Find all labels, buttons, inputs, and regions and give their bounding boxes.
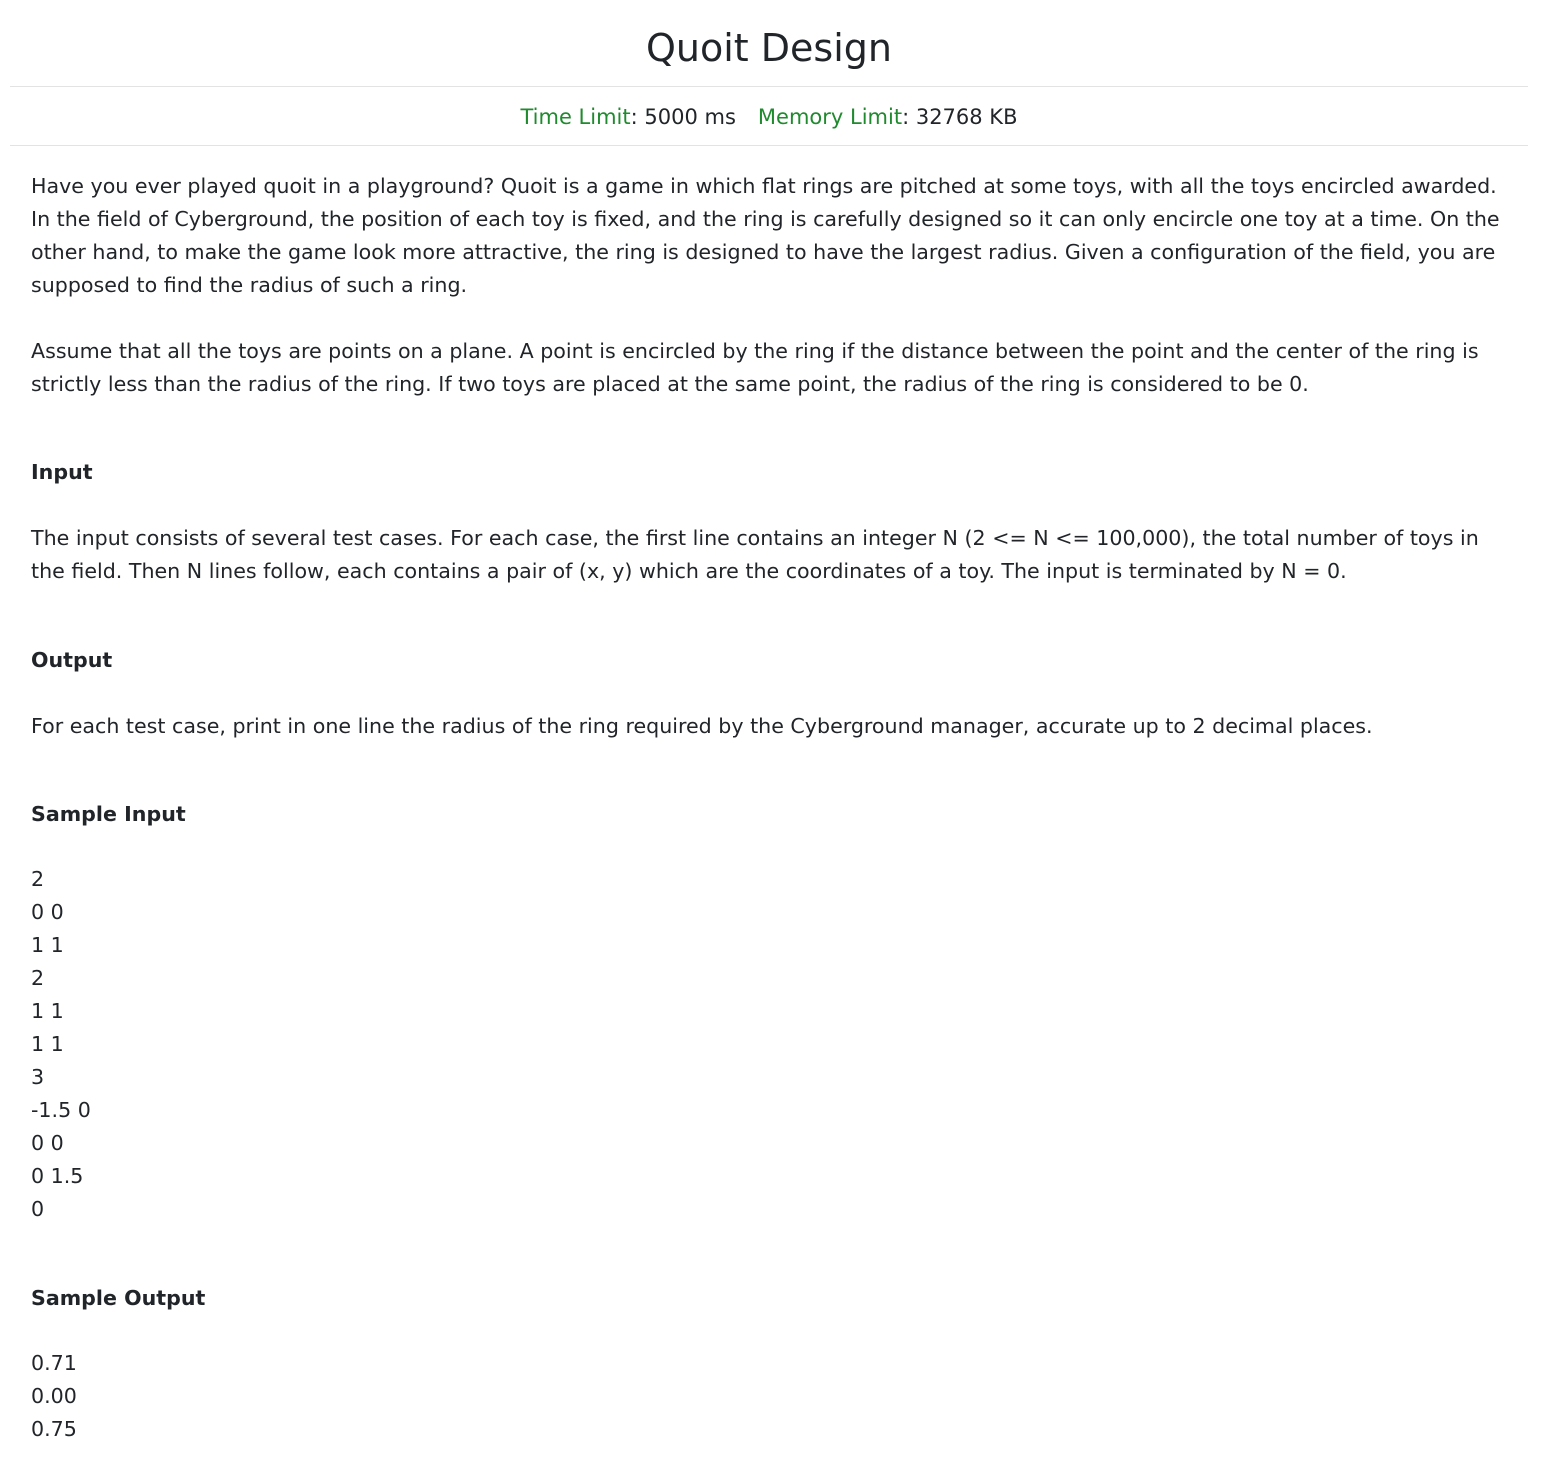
- input-text: The input consists of several test cases. For each case, the first line contains an integer N (2 <= N <= 100,000), the total number of toys in the field. Then N lines follow, each contains a pair of (x, y) which are the coordinates of a toy. The input is terminated by N = 0.: [31, 526, 1479, 583]
- sample-input-line: 2: [31, 867, 45, 891]
- output-text: For each test case, print in one line the radius of the ring required by the Cyberground manager, accurate up to 2 decimal places.: [31, 714, 1373, 738]
- problem-title: Quoit Design: [646, 26, 892, 70]
- sample-input-line: -1.5 0: [31, 1098, 91, 1122]
- sample-input-line: 0 0: [31, 1131, 64, 1155]
- memory-limit-value: 32768 KB: [915, 105, 1018, 129]
- sample-output-line: 0.71: [31, 1351, 77, 1375]
- memory-limit-label: Memory Limit: [757, 105, 903, 129]
- problem-description: [31, 170, 1501, 401]
- sample-output-line: 0.00: [31, 1384, 77, 1408]
- sample-output-section: [31, 1282, 1501, 1315]
- input-body: [31, 522, 1501, 588]
- sample-input-block: [31, 863, 1501, 1226]
- time-limit-value: 5000 ms: [644, 105, 736, 129]
- input-section: [31, 456, 1501, 489]
- sample-input-line: 0 1.5: [31, 1164, 84, 1188]
- input-heading: Input: [31, 460, 93, 484]
- description-paragraph-2: Assume that all the toys are points on a plane. A point is encircled by the ring if the distance between the point and the center of the ring is strictly less than the radius of the ring. If two toys are placed at the same point, the radius of the ring is considered to be 0.: [31, 339, 1479, 396]
- title-divider: [10, 86, 1528, 87]
- sample-input-line: 1 1: [31, 1032, 64, 1056]
- time-limit-colon: :: [630, 105, 645, 129]
- sample-input-line: 0 0: [31, 900, 64, 924]
- sample-input-line: 3: [31, 1065, 45, 1089]
- sample-input-line: 1 1: [31, 933, 64, 957]
- sample-input-heading: Sample Input: [31, 802, 186, 826]
- limits-divider: [10, 145, 1528, 146]
- sample-input-line: 1 1: [31, 999, 64, 1023]
- sample-output-block: [31, 1347, 1501, 1446]
- sample-output-line: 0.75: [31, 1417, 77, 1441]
- sample-input-section: [31, 798, 1501, 831]
- sample-input-line: 2: [31, 966, 45, 990]
- description-paragraph-1: Have you ever played quoit in a playground? Quoit is a game in which flat rings are pitched at some toys, with all the toys encircled awarded. In the field of Cyberground, the position of each toy is fixed, and the ring is carefully designed so it can only encircle one toy at a time. On the other hand, to make the game look more attractive, the ring is designed to have the largest radius. Given a configuration of the field, you are supposed to find the radius of such a ring.: [31, 174, 1500, 297]
- memory-limit-colon: :: [902, 105, 916, 129]
- sample-input-line: 0: [31, 1197, 45, 1221]
- time-limit-label: Time Limit: [520, 105, 631, 129]
- limits-bar: [10, 102, 1528, 132]
- sample-output-heading: Sample Output: [31, 1286, 206, 1310]
- output-heading: Output: [31, 648, 113, 672]
- output-section: [31, 644, 1501, 677]
- output-body: [31, 710, 1501, 743]
